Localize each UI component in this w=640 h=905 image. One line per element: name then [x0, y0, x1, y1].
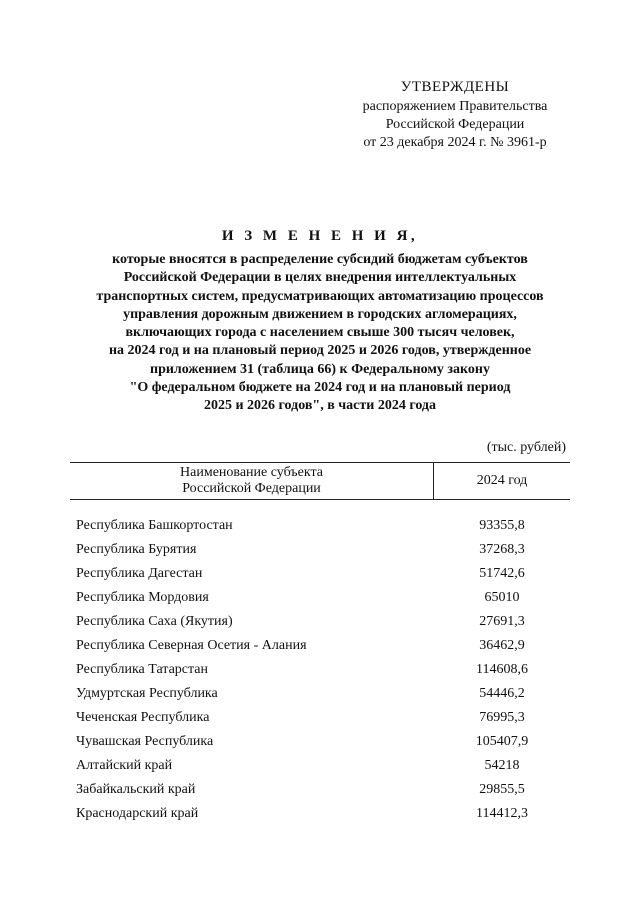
subtitle-line: включающих города с населением свыше 300 тысяч человек, [125, 325, 515, 341]
document-subtitle [70, 251, 570, 416]
subtitle-line: на 2024 год и на плановый период 2025 и 2026 годов, утвержденное [108, 343, 532, 359]
subtitle-line: транспортных систем, предусматривающих автоматизацию процессов [96, 288, 544, 304]
subsidy-value: 65010 [484, 590, 520, 605]
approval-line-2: Российской Федерации [385, 117, 525, 132]
subsidy-value: 51742,6 [479, 566, 525, 581]
document-title: И З М Е Н Е Н И Я, [221, 228, 419, 244]
region-name: Республика Бурятия [76, 542, 197, 557]
table-row [76, 610, 570, 634]
region-name: Республика Северная Осетия - Алания [76, 638, 307, 653]
region-name: Чеченская Республика [76, 710, 210, 725]
region-name: Республика Башкортостан [76, 518, 233, 533]
subsidy-value: 93355,8 [479, 518, 525, 533]
subsidy-value: 76995,3 [479, 710, 525, 725]
subsidy-value: 29855,5 [479, 782, 525, 797]
subsidy-value: 54218 [484, 758, 520, 773]
region-name: Республика Татарстан [76, 662, 209, 677]
region-name: Алтайский край [76, 758, 173, 773]
subtitle-line: 2025 и 2026 годов", в части 2024 года [203, 398, 437, 414]
subtitle-line: приложением 31 (таблица 66) к Федеральному закону [150, 361, 490, 377]
region-name: Чувашская Республика [76, 734, 214, 749]
table-row [76, 682, 570, 706]
subsidy-value: 54446,2 [479, 686, 525, 701]
subtitle-line: Российской Федерации в целях внедрения интеллектуальных [123, 270, 517, 286]
table-row [76, 658, 570, 682]
subtitle-line: которые вносятся в распределение субсидий бюджетам субъектов [112, 252, 528, 267]
subsidy-value: 105407,9 [475, 734, 529, 749]
table-row [76, 802, 570, 826]
region-name: Забайкальский край [76, 782, 196, 797]
subsidy-value: 36462,9 [479, 638, 525, 653]
table-row [76, 514, 570, 538]
approval-block [340, 78, 570, 152]
header-region-name [70, 463, 434, 499]
subsidy-value: 37268,3 [479, 542, 525, 557]
region-name: Удмуртская Республика [76, 686, 218, 701]
table-row [76, 634, 570, 658]
units-label: (тыс. рублей) [486, 440, 566, 455]
approval-line-1: распоряжением Правительства [362, 99, 548, 114]
subsidy-value: 27691,3 [479, 614, 525, 629]
subtitle-line: "О федеральном бюджете на 2024 год и на плановый период [129, 380, 511, 396]
approval-line-3: от 23 декабря 2024 г. № 3961-р [363, 135, 547, 150]
table-row [76, 562, 570, 586]
region-name: Республика Дагестан [76, 566, 203, 581]
table-row [76, 754, 570, 778]
table-row [76, 730, 570, 754]
region-name: Республика Мордовия [76, 590, 209, 605]
region-name: Краснодарский край [76, 806, 199, 821]
header-year: 2024 год [476, 473, 528, 488]
region-name: Республика Саха (Якутия) [76, 614, 233, 629]
table-row [76, 538, 570, 562]
approval-title: УТВЕРЖДЕНЫ [400, 79, 510, 95]
table-row [76, 778, 570, 802]
header-name-line-1: Наименование субъекта [180, 465, 323, 480]
table-header [70, 462, 570, 500]
subsidy-value: 114412,3 [476, 806, 528, 821]
table-body [76, 514, 570, 826]
table-row [76, 586, 570, 610]
header-name-line-2: Российской Федерации [182, 481, 321, 496]
subtitle-line: управления дорожным движением в городских агломерациях, [123, 306, 517, 322]
subsidy-value: 114608,6 [476, 662, 528, 677]
table-row [76, 706, 570, 730]
